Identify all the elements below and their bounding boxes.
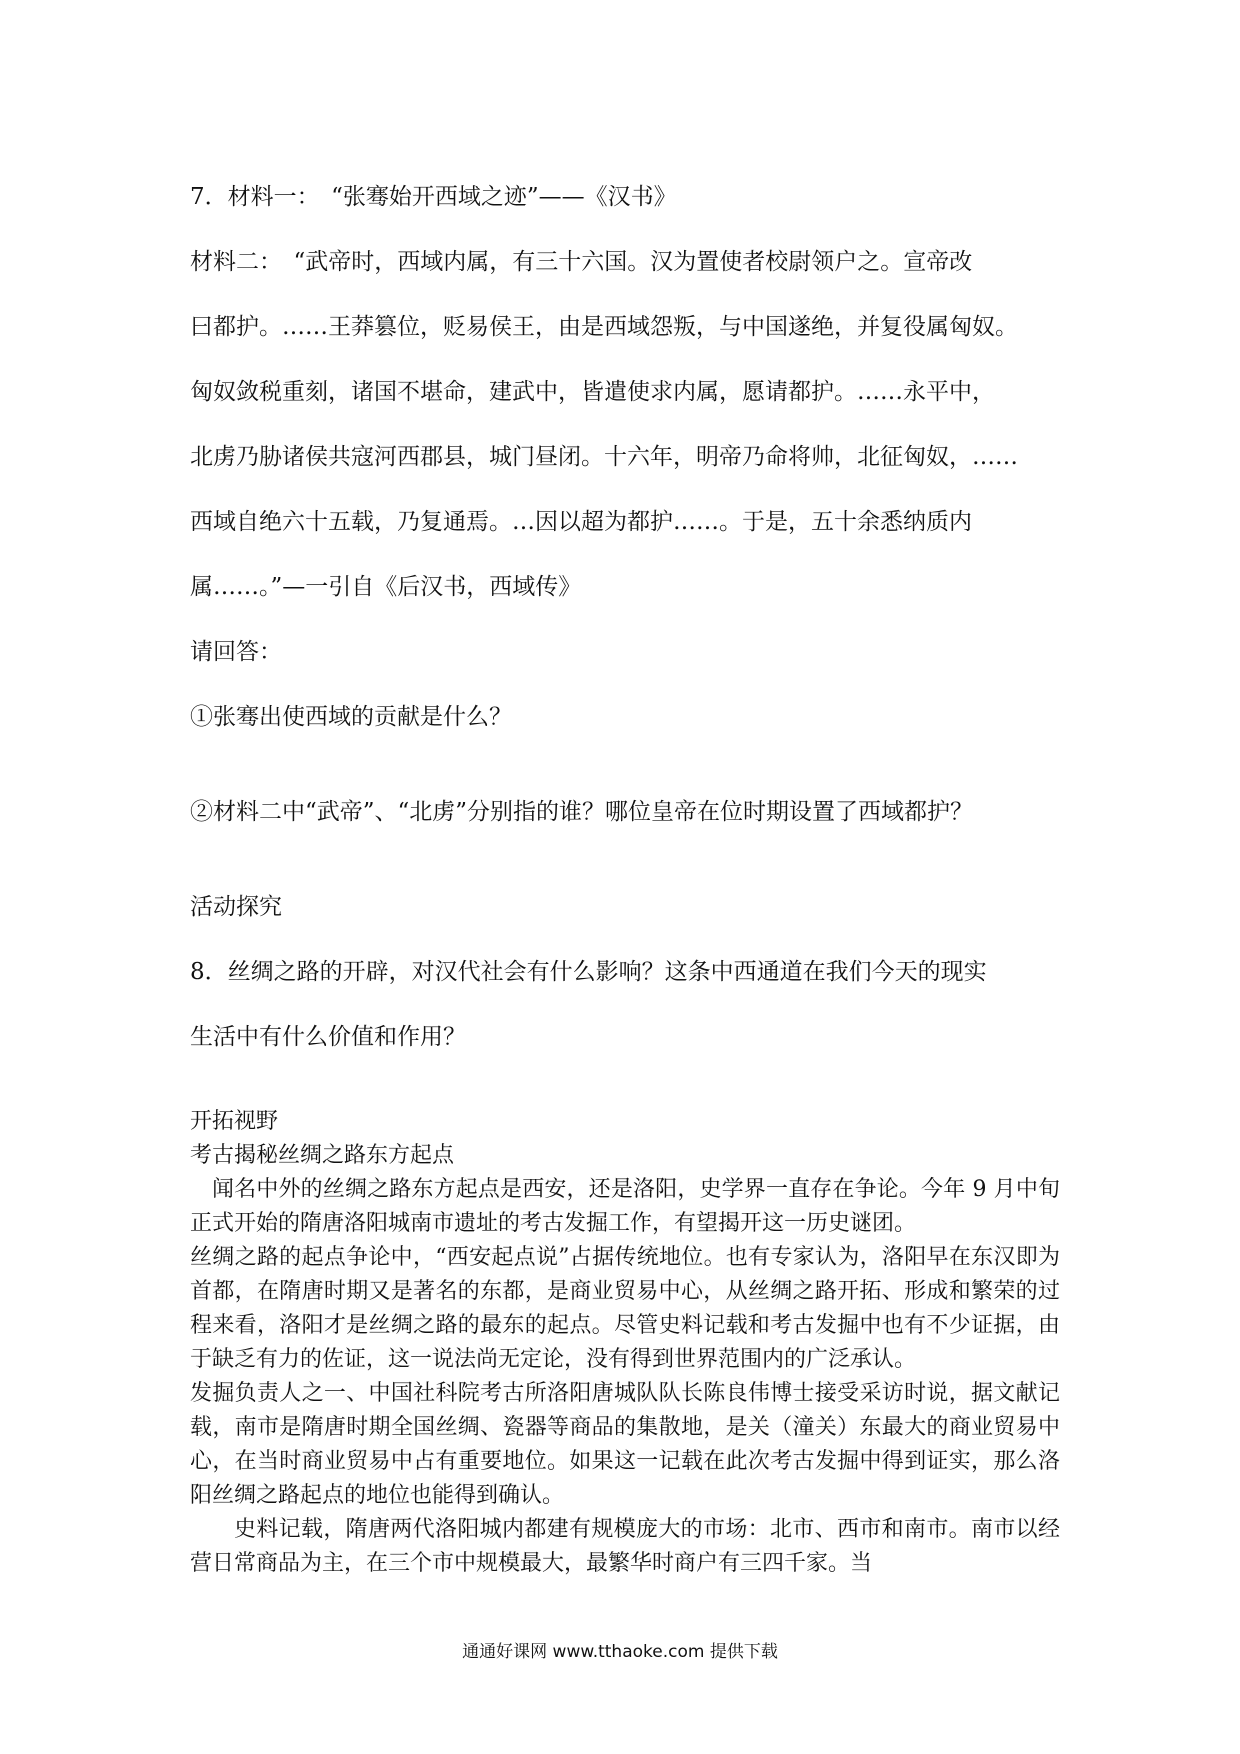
article-paragraph: 史料记载，隋唐两代洛阳城内都建有规模庞大的市场：北市、西市和南市。南市以经营日常商品为主，在三个市中规模最大，最繁华时商户有三四千家。当 [190, 1517, 1060, 1576]
answer-prompt: 请回答： [190, 639, 282, 665]
material2-line: 曰都护。……王莽篡位，贬易侯王，由是西域怨叛，与中国遂绝，并复役属匈奴。 [190, 314, 1018, 340]
article-paragraph: 丝绸之路的起点争论中，“西安起点说”占据传统地位。也有专家认为，洛阳早在东汉即为首都，在隋唐时期又是著名的东都，是商业贸易中心，从丝绸之路开拓、形成和繁荣的过程来看，洛阳才是丝绸之路的最东的起点。尽管史料记载和考古发掘中也有不少证据，由于缺乏有力的佐证，这一说法尚无定论，没有得到世界范围内的广泛承认。 [190, 1245, 1060, 1372]
article-title: 考古揭秘丝绸之路东方起点 [190, 1143, 455, 1168]
page-footer: 通通好课网 www.tthaoke.com 提供下载 [462, 1642, 778, 1662]
material2-line: 北虏乃胁诸侯共寇河西郡县，城门昼闭。十六年，明帝乃命将帅，北征匈奴，…… [190, 444, 1018, 470]
question-8-line: 8．丝绸之路的开辟，对汉代社会有什么影响？这条中西通道在我们今天的现实 [190, 959, 987, 985]
article-paragraph: 闻名中外的丝绸之路东方起点是西安，还是洛阳，史学界一直存在争论。今年 9 月中旬正式开始的隋唐洛阳城南市遗址的考古发掘工作，有望揭开这一历史谜团。 [190, 1177, 1060, 1236]
material2-line: 匈奴敛税重刻，诸国不堪命，建武中，皆遣使求内属，愿请都护。……永平中， [190, 379, 995, 405]
material2-line: 西域自绝六十五载，乃复通焉。…因以超为都护……。于是，五十余悉纳质内 [190, 509, 972, 535]
q7-material1: 7．材料一： “张骞始开西域之迹”——《汉书》 [190, 184, 677, 210]
q7-material2 [190, 230, 1060, 620]
activity-heading: 活动探究 [190, 894, 282, 920]
material2-line: 材料二： “武帝时，西域内属，有三十六国。汉为置使者校尉领户之。宣帝改 [190, 249, 973, 275]
section-heading: 开拓视野 [190, 1109, 279, 1134]
question-2: ②材料二中“武帝”、“北虏”分别指的谁？哪位皇帝在位时期设置了西域都护？ [190, 799, 974, 825]
page-content [190, 165, 1060, 1581]
material2-line: 属……。”—一引自《后汉书，西域传》 [190, 574, 582, 600]
question-1: ①张骞出使西域的贡献是什么？ [190, 704, 512, 730]
article-paragraph: 发掘负责人之一、中国社科院考古所洛阳唐城队队长陈良伟博士接受采访时说，据文献记载，南市是隋唐时期全国丝绸、瓷器等商品的集散地，是关（潼关）东最大的商业贸易中心，在当时商业贸易中占有重要地位。如果这一记载在此次考古发掘中得到证实，那么洛阳丝绸之路起点的地位也能得到确认。 [190, 1381, 1060, 1508]
question-8-line: 生活中有什么价值和作用？ [190, 1024, 466, 1050]
